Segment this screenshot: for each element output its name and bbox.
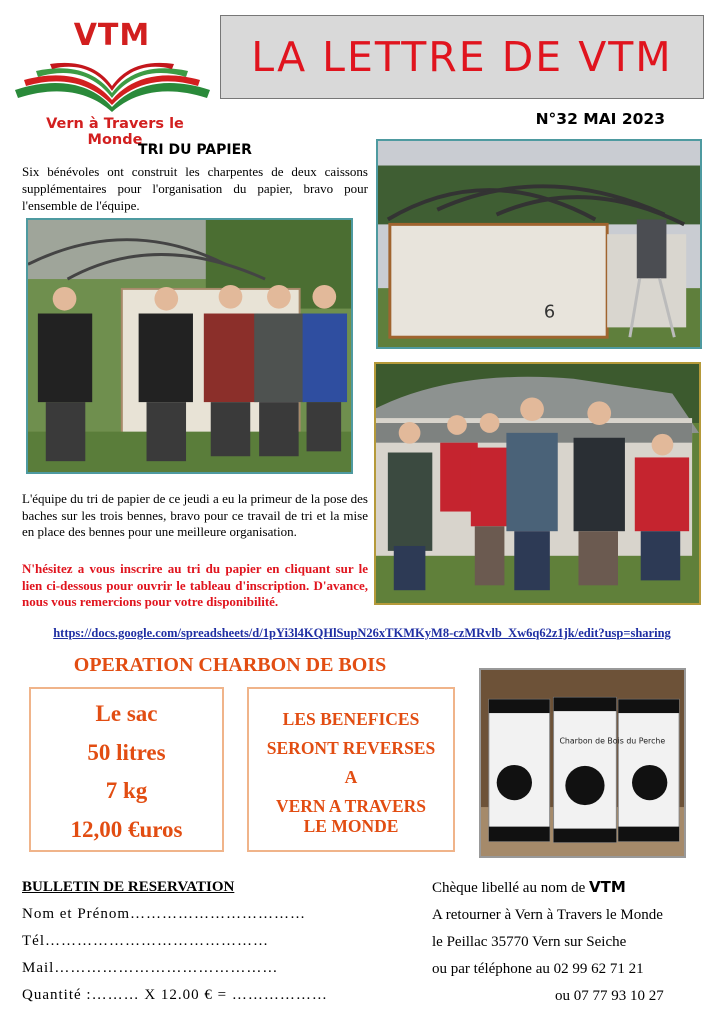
newsletter-header bbox=[220, 15, 704, 99]
logo-subtitle: Vern à Travers le Monde bbox=[46, 116, 184, 148]
body-paragraph: L'équipe du tri de papier de ce jeudi a eu la primeur de la pose des baches sur les trois bennes, bravo pour ce travail de tri et la mise en place des bennes pour une meilleure organisation. bbox=[22, 491, 368, 539]
benefits-line: VERN A TRAVERS bbox=[275, 796, 427, 816]
phone-line-2: ou 07 77 93 10 27 bbox=[555, 988, 664, 1004]
name-field[interactable]: Nom et Prénom…………………………… bbox=[22, 906, 306, 922]
benefits-line: SERONT REVERSES bbox=[266, 738, 436, 758]
issue-number: N°32 MAI 2023 bbox=[535, 110, 665, 128]
form-title: BULLETIN DE RESERVATION bbox=[22, 879, 235, 895]
newsletter-title: LA LETTRE DE VTM bbox=[251, 33, 673, 81]
charcoal-bags-photo bbox=[479, 668, 686, 858]
open-book-logo-icon bbox=[10, 52, 215, 114]
price-line: 7 kg bbox=[105, 778, 148, 803]
svg-text:6: 6 bbox=[543, 302, 556, 323]
charcoal-operation-title: OPERATION CHARBON DE BOIS bbox=[73, 654, 387, 676]
benefits-line: A bbox=[344, 767, 358, 787]
logo-title: VTM bbox=[73, 18, 151, 53]
reservation-form bbox=[22, 874, 402, 1009]
email-field[interactable]: Mail…………………………………… bbox=[22, 960, 279, 976]
benefits-line: LES BENEFICES bbox=[282, 709, 420, 729]
signup-sheet-link[interactable]: https://docs.google.com/spreadsheets/d/1pYi3l4KQHlSupN26xTKMKyM8-czMRvlb_Xw6q62z1jk/edit?usp=sharing bbox=[53, 626, 671, 640]
cheque-prefix: Chèque libellé au nom de bbox=[432, 880, 590, 896]
container-frame-photo bbox=[376, 139, 702, 349]
volunteers-tarp-photo bbox=[374, 362, 701, 605]
price-line: 50 litres bbox=[87, 739, 166, 765]
volunteers-group-photo bbox=[26, 218, 353, 474]
price-line: 12,00 €uros bbox=[70, 816, 183, 842]
price-box bbox=[29, 687, 224, 852]
section-title-tri: TRI DU PAPIER bbox=[138, 142, 252, 158]
cheque-payee: VTM bbox=[589, 878, 626, 896]
benefits-box bbox=[247, 687, 455, 852]
cheque-line bbox=[432, 874, 717, 902]
phone-line-1: ou par téléphone au 02 99 62 71 21 bbox=[432, 961, 644, 977]
bag-label: Charbon de Bois du Perche bbox=[559, 736, 666, 746]
payment-info bbox=[432, 874, 717, 1010]
phone-field[interactable]: Tél…………………………………… bbox=[22, 933, 269, 949]
signup-notice: N'hésitez a vous inscrire au tri du papier en cliquant sur le lien ci-dessous pour ouvrir le tableau d'inscription. D'avance, nous vous remercions pour votre disponibilité. bbox=[22, 561, 368, 609]
price-line: Le sac bbox=[95, 701, 158, 726]
quantity-field[interactable]: Quantité :……… X 12.00 € = ……………… bbox=[22, 987, 328, 1003]
intro-paragraph: Six bénévoles ont construit les charpentes de deux caissons supplémentaires pour l'organisation du papier, bravo pour l'ensemble de l'équipe. bbox=[22, 164, 368, 213]
address-line: le Peillac 35770 Vern sur Seiche bbox=[432, 934, 627, 950]
benefits-line: LE MONDE bbox=[303, 816, 399, 836]
return-line: A retourner à Vern à Travers le Monde bbox=[432, 907, 663, 923]
